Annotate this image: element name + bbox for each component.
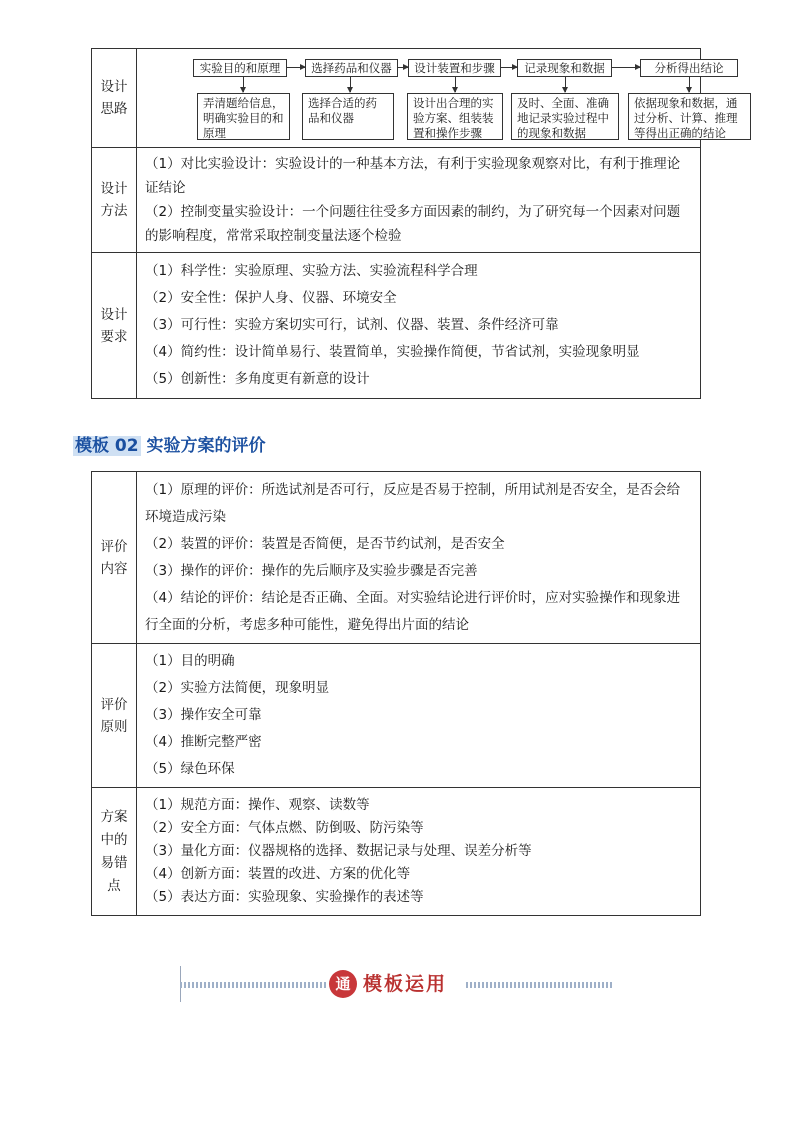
list-item: （2）安全性：保护人身、仪器、环境安全 [145,290,397,306]
flow-detail-1: 弄清题给信息，明确实验目的和原理 [197,93,290,140]
flow-arrow [612,67,640,68]
row-label: 方案 中的 易错 点 [92,788,137,916]
flow-detail-2: 选择合适的药品和仪器 [302,93,394,140]
list-item: （3）量化方面：仪器规格的选择、数据记录与处理、误差分析等 [145,843,532,859]
flow-arrow-down [455,77,456,92]
flow-step-1: 实验目的和原理 [193,59,287,77]
list-item: （2）控制变量实验设计：一个问题往往受多方面因素的制约，为了研究每一个因素对问题的影响程度，常常采取控制变量法逐个检验 [145,204,681,244]
evaluation-table [91,471,701,916]
flow-step-3: 设计装置和步骤 [408,59,501,77]
design-requirement-content [137,253,701,399]
list-item: （3）操作的评价：操作的先后顺序及实验步骤是否完善 [145,562,478,579]
flow-arrow [287,67,305,68]
flow-arrow [398,67,408,68]
list-item: （4）创新方面：装置的改进、方案的优化等 [145,866,411,882]
list-item: （3）可行性：实验方案切实可行，试剂、仪器、装置、条件经济可靠 [145,317,559,333]
banner-stripe-left [180,982,328,988]
flow-arrow-down [565,77,566,92]
list-item: （1）科学性：实验原理、实验方法、实验流程科学合理 [145,263,478,279]
row-label: 设计 方法 [92,148,137,253]
eval-pitfalls-row [92,788,701,916]
flow-detail-5: 依据现象和数据，通过分析、计算、推理等得出正确的结论 [628,93,751,140]
design-flow-diagram [145,50,738,147]
list-item: （4）推断完整严密 [145,734,262,750]
flow-step-2: 选择药品和仪器 [305,59,398,77]
design-method-row [92,148,701,253]
list-item: （1）原理的评价：所选试剂是否可行，反应是否易于控制，所用试剂是否安全，是否会给环境造成污染 [145,481,681,525]
list-item: （5）绿色环保 [145,761,235,777]
row-label: 设计 思路 [92,49,137,148]
design-flow-cell [137,49,738,148]
list-item: （4）简约性：设计简单易行、装置简单，实验操作简便，节省试剂，实验现象明显 [145,344,640,360]
design-table [91,48,738,399]
section-heading [73,432,266,460]
eval-principle-content [137,644,701,788]
template-usage-banner [180,964,614,1004]
eval-pitfalls-content [137,788,701,916]
list-item: （1）对比实验设计：实验设计的一种基本方法，有利于实验现象观察对比，有利于推理论证结论 [145,156,681,196]
section-title: 实验方案的评价 [146,436,266,456]
list-item: （2）安全方面：气体点燃、防倒吸、防污染等 [145,820,424,836]
flow-step-4: 记录现象和数据 [517,59,612,77]
list-item: （1）目的明确 [145,653,235,669]
badge-icon: 通 [329,970,357,998]
row-label: 评价 原则 [92,644,137,788]
flow-arrow-down [350,77,351,92]
flow-detail-3: 设计出合理的实验方案、组装装置和操作步骤 [407,93,503,140]
list-item: （5）表达方面：实验现象、实验操作的表述等 [145,889,424,905]
list-item: （2）实验方法简便，现象明显 [145,680,330,696]
design-method-content [137,148,701,253]
section-tag: 模板 02 [75,436,139,456]
list-item: （2）装置的评价：装置是否简便，是否节约试剂，是否安全 [145,535,505,552]
list-item: （1）规范方面：操作、观察、读数等 [145,797,370,813]
flow-arrow [501,67,517,68]
list-item: （3）操作安全可靠 [145,707,262,723]
design-idea-row [92,49,701,148]
list-item: （4）结论的评价：结论是否正确、全面。对实验结论进行评价时，应对实验操作和现象进行全面的分析，考虑多种可能性，避免得出片面的结论 [145,589,681,633]
row-label: 评价 内容 [92,472,137,644]
eval-content-content [137,472,701,644]
design-requirement-row [92,253,701,399]
eval-content-row [92,472,701,644]
flow-arrow-down [689,77,690,92]
eval-principle-row [92,644,701,788]
banner-title: 模板运用 [363,973,448,995]
banner-stripe-right [466,982,614,988]
flow-step-5: 分析得出结论 [640,59,738,77]
flow-detail-4: 及时、全面、准确地记录实验过程中的现象和数据 [511,93,619,140]
row-label: 设计 要求 [92,253,137,399]
list-item: （5）创新性：多角度更有新意的设计 [145,371,370,387]
flow-arrow-down [243,77,244,92]
